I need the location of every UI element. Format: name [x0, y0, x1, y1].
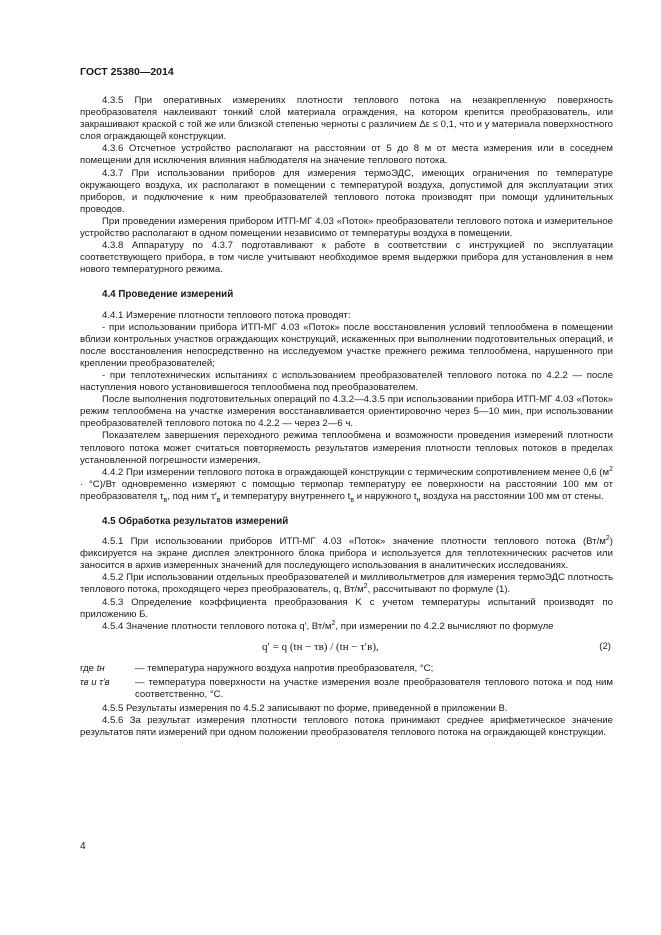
- legend-symbol: τв и τ′в: [80, 676, 110, 688]
- paragraph-4-5-3: 4.5.3 Определение коэффициента преобразования K с учетом температуры испытаний производят по приложению Б.: [80, 596, 613, 620]
- text-run: воздуха на расстоянии 100 мм от стены.: [420, 490, 604, 502]
- paragraph-4-5-6: 4.5.6 За результат измерения плотности теплового потока принимают среднее арифметическое значение результатов пяти измерений при одном положении преобразователя теплового потока на ограждающей конструкции.: [80, 715, 613, 739]
- subscript: в: [216, 496, 221, 504]
- formula-expression: q′ = q (tн − τв) / (tн − τ′в),: [262, 640, 379, 653]
- paragraph-4-5-5: 4.5.5 Результаты измерения по 4.5.2 записывают по форме, приведенной в приложении В.: [102, 703, 508, 715]
- paragraph-4-4-2: [80, 467, 613, 503]
- text-run: и наружного t: [354, 490, 417, 502]
- superscript: 2: [609, 465, 613, 473]
- section-heading-4-5: 4.5 Обработка результатов измерений: [102, 516, 289, 527]
- superscript: 2: [363, 583, 368, 591]
- text-run: 4.4.2 При измерении теплового потока в ограждающей конструкции с термическим сопротивлением менее 0,6 (м: [102, 466, 610, 478]
- text-run: 4.5.2 При использовании отдельных преобразователей и милливольтметров для измерения термоЭДС плотность теплового потока, проходящего через преобразователь, q, Вт/м: [80, 572, 613, 596]
- subscript: н: [416, 496, 421, 504]
- paragraph-4-4-1: 4.4.1 Измерение плотности теплового потока проводят:: [102, 309, 351, 321]
- legend-label: [80, 663, 135, 675]
- paragraph-4-3-6: 4.3.6 Отсчетное устройство располагают на расстоянии от 5 до 8 м от места измерения или в соседнем помещении для исключения влияния наблюдателя на значение теплового потока.: [80, 143, 613, 167]
- paragraph-4-3-8: 4.3.8 Аппаратуру по 4.3.7 подготавливают к работе в соответствии с инструкцией по эксплуатации соответствующего прибора, в том числе учитывают необходимое время выдержки прибора для установления в нем нового температурного режима.: [80, 240, 613, 276]
- text-run: , рассчитывают по формуле (1).: [367, 584, 511, 596]
- text-run: и температуру внутреннего t: [220, 490, 351, 502]
- legend-description: — температура поверхности на участке измерения возле преобразователя теплового потока и под ним соответственно, °С.: [135, 676, 613, 701]
- where-word: где: [80, 662, 95, 674]
- paragraph-4-5-4: [80, 621, 613, 633]
- legend-symbol: tн: [96, 662, 105, 674]
- paragraph-4-4-1-note: После выполнения подготовительных операций по 4.3.2—4.3.5 при использовании прибора ИТП-МГ 4.03 «Поток» режим теплообмена на участке измерения восстанавливается ориентировочно через 5—10 мин, при использовании преобразователей теплового потока по 4.2.2 — через 2—6 ч.: [80, 394, 613, 430]
- text-run: , под ним τ′: [167, 490, 217, 502]
- page-body: [80, 95, 613, 739]
- text-run: , при измерении по 4.2.2 вычисляют по формуле: [335, 620, 554, 632]
- text-run: ) фиксируется на экране дисплея электронного блока прибора и используется для теплотехнических расчетов или заносится в архив измеренных значений для последующего использования в аналитических исследованиях.: [80, 536, 613, 572]
- text-run: · °C)/Вт одновременно измеряют с помощью термопар температуру ее поверхности на расстоянии 100 мм от преобразователя τ: [80, 478, 613, 502]
- superscript: 2: [605, 534, 610, 542]
- formula-number: (2): [599, 640, 611, 652]
- paragraph-4-5-2: [80, 572, 613, 596]
- formula-2: [80, 636, 613, 658]
- text-run: 4.5.1 При использовании приборов ИТП-МГ 4.03 «Поток» значение плотности теплового потока (Вт/м: [102, 536, 606, 548]
- superscript: 2: [331, 619, 336, 627]
- document-header: ГОСТ 25380—2014: [80, 66, 174, 78]
- section-heading-4-4: 4.4 Проведение измерений: [102, 289, 234, 301]
- page-number: 4: [80, 841, 86, 852]
- formula-legend-tau: [80, 677, 613, 701]
- legend-description: — температура наружного воздуха напротив преобразователя, °С;: [135, 662, 434, 674]
- text-run: 4.5.4 Значение плотности теплового потока q′, Вт/м: [102, 620, 332, 632]
- paragraph-4-3-7-note: При проведении измерения прибором ИТП-МГ 4.03 «Поток» преобразователи теплового потока и измерительное устройство располагают в одном помещении независимо от температуры воздуха в помещении.: [80, 215, 613, 240]
- paragraph-4-4-1-item-b: - при теплотехнических испытаниях с использованием преобразователей теплового потока по 4.2.2 — после наступления нового установившегося теплообмена под преобразователем.: [80, 369, 613, 394]
- formula-legend-t: [80, 663, 613, 675]
- paragraph-4-3-5: 4.3.5 При оперативных измерениях плотности теплового потока на незакрепленную поверхность преобразователя наклеивают тонкий слой материала ограждения, на котором крепится преобразователь, или закрашивают краской с той же или близкой степенью черноты с различием Δε ≤ 0,1, что и у материала поверхностного слоя ограждающей конструкции.: [80, 95, 613, 143]
- paragraph-4-4-1-item-a: - при использовании прибора ИТП-МГ 4.03 «Поток» после восстановления условий теплообмена в помещении вблизи контрольных участков ограждающих конструкций, искаженных при выполнении подготовительных операций, и после восстановления непосредственно на исследуемом участке прежнего режима теплообмена, нарушенного при креплении преобразователей;: [80, 321, 613, 369]
- paragraph-4-4-1-indicator: Показателем завершения переходного режима теплообмена и возможности проведения измерений плотности теплового потока может считаться повторяемость результатов измерения плотности тепловых потоков в пределах установленной погрешности измерения.: [80, 430, 613, 466]
- paragraph-4-3-7: 4.3.7 При использовании приборов для измерения термоЭДС, имеющих ограничения по температуре окружающего воздуха, их располагают в помещении с температурой воздуха, допустимой для эксплуатации этих приборов, и подключение к ним преобразователей теплового потока производят при помощи удлинительных проводов.: [80, 167, 613, 215]
- subscript: в: [163, 496, 168, 504]
- subscript: в: [350, 496, 355, 504]
- paragraph-4-5-1: [80, 536, 613, 572]
